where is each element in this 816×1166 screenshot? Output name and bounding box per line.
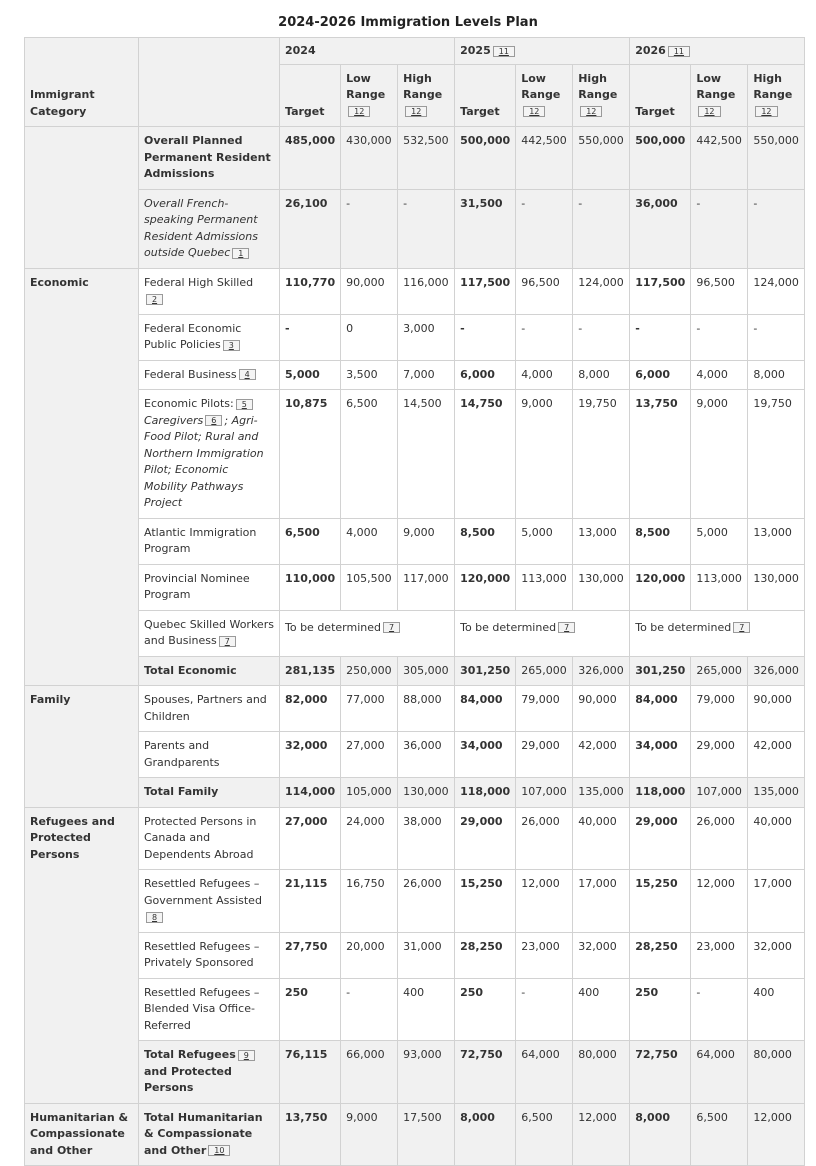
low-range-value: -	[691, 189, 748, 268]
category-economic: Economic	[25, 268, 139, 686]
target-value: 26,100	[280, 189, 341, 268]
footnote-link[interactable]: 12	[523, 106, 545, 117]
low-range-value: 5,000	[691, 518, 748, 564]
table-row	[25, 518, 805, 564]
row-label: Total Family	[139, 778, 280, 808]
low-range-value: 265,000	[691, 656, 748, 686]
low-range-value: 77,000	[341, 686, 398, 732]
table-row	[25, 1103, 805, 1166]
high-range-value: 32,000	[748, 932, 805, 978]
target-value: 120,000	[630, 564, 691, 610]
high-range-value: 7,000	[398, 360, 455, 390]
high-range-value: 400	[748, 978, 805, 1041]
high-range-value: 90,000	[573, 686, 630, 732]
table-row	[25, 390, 805, 519]
low-range-value: 12,000	[516, 870, 573, 933]
target-value: 118,000	[630, 778, 691, 808]
high-range-value: 130,000	[398, 778, 455, 808]
high-range-value: 17,500	[398, 1103, 455, 1166]
category-blank	[25, 127, 139, 269]
low-range-value: 16,750	[341, 870, 398, 933]
header-year-2025: 2025 11	[455, 38, 630, 65]
target-value: 28,250	[455, 932, 516, 978]
low-range-value: 29,000	[691, 732, 748, 778]
low-range-value: 66,000	[341, 1041, 398, 1104]
high-range-value: 400	[398, 978, 455, 1041]
high-range-value: 26,000	[398, 870, 455, 933]
target-value: 8,000	[455, 1103, 516, 1166]
header-immigrant-category: Immigrant Category	[25, 38, 139, 127]
footnote-link[interactable]: 12	[755, 106, 777, 117]
target-value: 281,135	[280, 656, 341, 686]
target-value: 14,750	[455, 390, 516, 519]
footnote-link[interactable]: 12	[580, 106, 602, 117]
low-range-value: 6,500	[341, 390, 398, 519]
low-range-value: 4,000	[516, 360, 573, 390]
low-range-value: 442,500	[516, 127, 573, 190]
high-range-value: 130,000	[748, 564, 805, 610]
low-range-value: -	[516, 314, 573, 360]
high-range-value: 13,000	[573, 518, 630, 564]
footnote-link[interactable]: 1	[232, 248, 249, 259]
table-row	[25, 732, 805, 778]
high-range-value: 88,000	[398, 686, 455, 732]
header-low-range: Low Range 12	[691, 64, 748, 127]
row-label: Quebec Skilled Workers and Business 7	[139, 610, 280, 656]
low-range-value: 29,000	[516, 732, 573, 778]
header-year-2024: 2024	[280, 38, 455, 65]
table-row	[25, 656, 805, 686]
row-label: Total Economic	[139, 656, 280, 686]
target-value: 31,500	[455, 189, 516, 268]
target-value: 34,000	[455, 732, 516, 778]
target-value: 36,000	[630, 189, 691, 268]
high-range-value: 12,000	[748, 1103, 805, 1166]
table-row	[25, 610, 805, 656]
high-range-value: 550,000	[748, 127, 805, 190]
target-value: 6,500	[280, 518, 341, 564]
high-range-value: 90,000	[748, 686, 805, 732]
high-range-value: 80,000	[573, 1041, 630, 1104]
category-family: Family	[25, 686, 139, 808]
target-value: 84,000	[630, 686, 691, 732]
low-range-value: -	[516, 978, 573, 1041]
tbd-cell: To be determined 7	[630, 610, 805, 656]
high-range-value: 550,000	[573, 127, 630, 190]
low-range-value: 5,000	[516, 518, 573, 564]
header-target: Target	[455, 64, 516, 127]
low-range-value: 105,500	[341, 564, 398, 610]
footnote-link[interactable]: 7	[733, 622, 750, 633]
footnote-link[interactable]: 8	[146, 912, 163, 923]
target-value: 301,250	[455, 656, 516, 686]
low-range-value: 26,000	[691, 807, 748, 870]
row-label: Overall French-speaking Permanent Resident Admissions outside Quebec 1	[139, 189, 280, 268]
low-range-value: 9,000	[691, 390, 748, 519]
row-label: Federal Business 4	[139, 360, 280, 390]
target-value: 6,000	[455, 360, 516, 390]
target-value: 250	[280, 978, 341, 1041]
footnote-link[interactable]: 7	[558, 622, 575, 633]
header-row-years	[25, 38, 805, 65]
row-label: Federal High Skilled 2	[139, 268, 280, 314]
header-high-range: High Range 12	[748, 64, 805, 127]
low-range-value: -	[691, 978, 748, 1041]
table-row	[25, 1041, 805, 1104]
target-value: 8,500	[455, 518, 516, 564]
row-label: Protected Persons in Canada and Dependents Abroad	[139, 807, 280, 870]
header-target: Target	[630, 64, 691, 127]
row-label: Atlantic Immigration Program	[139, 518, 280, 564]
low-range-value: 64,000	[516, 1041, 573, 1104]
high-range-value: 116,000	[398, 268, 455, 314]
row-label: Resettled Refugees – Blended Visa Office-Referred	[139, 978, 280, 1041]
target-value: 250	[630, 978, 691, 1041]
target-value: 72,750	[630, 1041, 691, 1104]
high-range-value: 305,000	[398, 656, 455, 686]
high-range-value: 17,000	[573, 870, 630, 933]
table-row	[25, 189, 805, 268]
low-range-value: 6,500	[691, 1103, 748, 1166]
high-range-value: 38,000	[398, 807, 455, 870]
target-value: 82,000	[280, 686, 341, 732]
target-value: 27,750	[280, 932, 341, 978]
target-value: 6,000	[630, 360, 691, 390]
high-range-value: 93,000	[398, 1041, 455, 1104]
low-range-value: 27,000	[341, 732, 398, 778]
high-range-value: -	[573, 314, 630, 360]
low-range-value: 3,500	[341, 360, 398, 390]
target-value: 21,115	[280, 870, 341, 933]
header-high-range: High Range 12	[573, 64, 630, 127]
footnote-link[interactable]: 2	[146, 294, 163, 305]
high-range-value: 124,000	[748, 268, 805, 314]
footnote-link[interactable]: 10	[208, 1145, 230, 1156]
category-refugees: Refugees and Protected Persons	[25, 807, 139, 1103]
high-range-value: 326,000	[573, 656, 630, 686]
target-value: 485,000	[280, 127, 341, 190]
low-range-value: 20,000	[341, 932, 398, 978]
high-range-value: -	[398, 189, 455, 268]
table-row	[25, 870, 805, 933]
footnote-link[interactable]: 7	[383, 622, 400, 633]
header-low-range: Low Range 12	[516, 64, 573, 127]
low-range-value: 24,000	[341, 807, 398, 870]
high-range-value: 135,000	[748, 778, 805, 808]
tbd-cell: To be determined 7	[455, 610, 630, 656]
low-range-value: 265,000	[516, 656, 573, 686]
target-value: 76,115	[280, 1041, 341, 1104]
target-value: -	[630, 314, 691, 360]
low-range-value: -	[341, 978, 398, 1041]
table-row	[25, 127, 805, 190]
high-range-value: -	[573, 189, 630, 268]
target-value: 15,250	[455, 870, 516, 933]
target-value: 500,000	[455, 127, 516, 190]
target-value: 84,000	[455, 686, 516, 732]
low-range-value: -	[516, 189, 573, 268]
low-range-value: 113,000	[691, 564, 748, 610]
row-label: Parents and Grandparents	[139, 732, 280, 778]
high-range-value: 400	[573, 978, 630, 1041]
target-value: 117,500	[630, 268, 691, 314]
target-value: 13,750	[630, 390, 691, 519]
header-low-range: Low Range 12	[341, 64, 398, 127]
target-value: 29,000	[630, 807, 691, 870]
footnote-link[interactable]: 7	[219, 636, 236, 647]
low-range-value: 96,500	[691, 268, 748, 314]
low-range-value: 9,000	[341, 1103, 398, 1166]
header-high-range: High Range 12	[398, 64, 455, 127]
high-range-value: 326,000	[748, 656, 805, 686]
low-range-value: 4,000	[341, 518, 398, 564]
high-range-value: 40,000	[748, 807, 805, 870]
footnote-link[interactable]: 5	[236, 399, 253, 410]
low-range-value: 442,500	[691, 127, 748, 190]
low-range-value: 250,000	[341, 656, 398, 686]
footnote-link[interactable]: 11	[493, 46, 515, 57]
row-label: Resettled Refugees – Government Assisted 8	[139, 870, 280, 933]
target-value: 32,000	[280, 732, 341, 778]
high-range-value: 36,000	[398, 732, 455, 778]
row-label: Spouses, Partners and Children	[139, 686, 280, 732]
footnote-link[interactable]: 3	[223, 340, 240, 351]
tbd-cell: To be determined 7	[280, 610, 455, 656]
low-range-value: 430,000	[341, 127, 398, 190]
target-value: 28,250	[630, 932, 691, 978]
target-value: 34,000	[630, 732, 691, 778]
table-row	[25, 778, 805, 808]
low-range-value: 107,000	[516, 778, 573, 808]
table-row	[25, 564, 805, 610]
low-range-value: -	[691, 314, 748, 360]
high-range-value: 117,000	[398, 564, 455, 610]
low-range-value: 64,000	[691, 1041, 748, 1104]
target-value: -	[280, 314, 341, 360]
high-range-value: 42,000	[573, 732, 630, 778]
low-range-value: 9,000	[516, 390, 573, 519]
high-range-value: 12,000	[573, 1103, 630, 1166]
target-value: 118,000	[455, 778, 516, 808]
row-label: Federal Economic Public Policies 3	[139, 314, 280, 360]
row-label: Total Humanitarian & Compassionate and Other 10	[139, 1103, 280, 1166]
high-range-value: 14,500	[398, 390, 455, 519]
footnote-link[interactable]: 9	[238, 1050, 255, 1061]
target-value: 301,250	[630, 656, 691, 686]
low-range-value: 12,000	[691, 870, 748, 933]
high-range-value: 124,000	[573, 268, 630, 314]
table-title: 2024-2026 Immigration Levels Plan	[278, 15, 538, 30]
high-range-value: -	[748, 189, 805, 268]
table-row	[25, 978, 805, 1041]
target-value: 250	[455, 978, 516, 1041]
high-range-value: 9,000	[398, 518, 455, 564]
row-label: Overall Planned Permanent Resident Admissions	[139, 127, 280, 190]
levels-plan-table	[24, 37, 805, 1166]
row-label: Total Refugees 9 and Protected Persons	[139, 1041, 280, 1104]
target-value: -	[455, 314, 516, 360]
low-range-value: 4,000	[691, 360, 748, 390]
table-row	[25, 268, 805, 314]
high-range-value: 80,000	[748, 1041, 805, 1104]
target-value: 114,000	[280, 778, 341, 808]
footnote-link[interactable]: 12	[348, 106, 370, 117]
row-label: Economic Pilots: 5 Caregivers 6 ; Agri-Food Pilot; Rural and Northern Immigration Pilot; Economic Mobility Pathways Project	[139, 390, 280, 519]
high-range-value: 17,000	[748, 870, 805, 933]
low-range-value: 113,000	[516, 564, 573, 610]
low-range-value: 79,000	[516, 686, 573, 732]
low-range-value: 23,000	[516, 932, 573, 978]
target-value: 10,875	[280, 390, 341, 519]
high-range-value: 130,000	[573, 564, 630, 610]
row-label: Provincial Nominee Program	[139, 564, 280, 610]
target-value: 8,000	[630, 1103, 691, 1166]
row-label: Resettled Refugees – Privately Sponsored	[139, 932, 280, 978]
table-row	[25, 686, 805, 732]
table-row	[25, 360, 805, 390]
low-range-value: 107,000	[691, 778, 748, 808]
target-value: 29,000	[455, 807, 516, 870]
low-range-value: 90,000	[341, 268, 398, 314]
high-range-value: -	[748, 314, 805, 360]
low-range-value: -	[341, 189, 398, 268]
low-range-value: 79,000	[691, 686, 748, 732]
footnote-link[interactable]: 12	[698, 106, 720, 117]
table-row	[25, 314, 805, 360]
header-year-2026: 2026 11	[630, 38, 805, 65]
target-value: 110,770	[280, 268, 341, 314]
low-range-value: 26,000	[516, 807, 573, 870]
target-value: 110,000	[280, 564, 341, 610]
table-row	[25, 932, 805, 978]
footnote-link[interactable]: 12	[405, 106, 427, 117]
target-value: 8,500	[630, 518, 691, 564]
target-value: 500,000	[630, 127, 691, 190]
high-range-value: 8,000	[748, 360, 805, 390]
header-blank	[139, 38, 280, 127]
target-value: 117,500	[455, 268, 516, 314]
low-range-value: 96,500	[516, 268, 573, 314]
low-range-value: 105,000	[341, 778, 398, 808]
high-range-value: 532,500	[398, 127, 455, 190]
high-range-value: 8,000	[573, 360, 630, 390]
category-humanitarian: Humanitarian & Compassionate and Other	[25, 1103, 139, 1166]
high-range-value: 3,000	[398, 314, 455, 360]
high-range-value: 42,000	[748, 732, 805, 778]
footnote-link[interactable]: 4	[239, 369, 256, 380]
footnote-link[interactable]: 11	[668, 46, 690, 57]
table-row	[25, 807, 805, 870]
target-value: 27,000	[280, 807, 341, 870]
high-range-value: 135,000	[573, 778, 630, 808]
target-value: 15,250	[630, 870, 691, 933]
target-value: 5,000	[280, 360, 341, 390]
low-range-value: 0	[341, 314, 398, 360]
high-range-value: 40,000	[573, 807, 630, 870]
target-value: 72,750	[455, 1041, 516, 1104]
high-range-value: 19,750	[573, 390, 630, 519]
high-range-value: 13,000	[748, 518, 805, 564]
low-range-value: 23,000	[691, 932, 748, 978]
header-target: Target	[280, 64, 341, 127]
footnote-link[interactable]: 6	[205, 415, 222, 426]
high-range-value: 31,000	[398, 932, 455, 978]
target-value: 13,750	[280, 1103, 341, 1166]
target-value: 120,000	[455, 564, 516, 610]
low-range-value: 6,500	[516, 1103, 573, 1166]
high-range-value: 19,750	[748, 390, 805, 519]
high-range-value: 32,000	[573, 932, 630, 978]
